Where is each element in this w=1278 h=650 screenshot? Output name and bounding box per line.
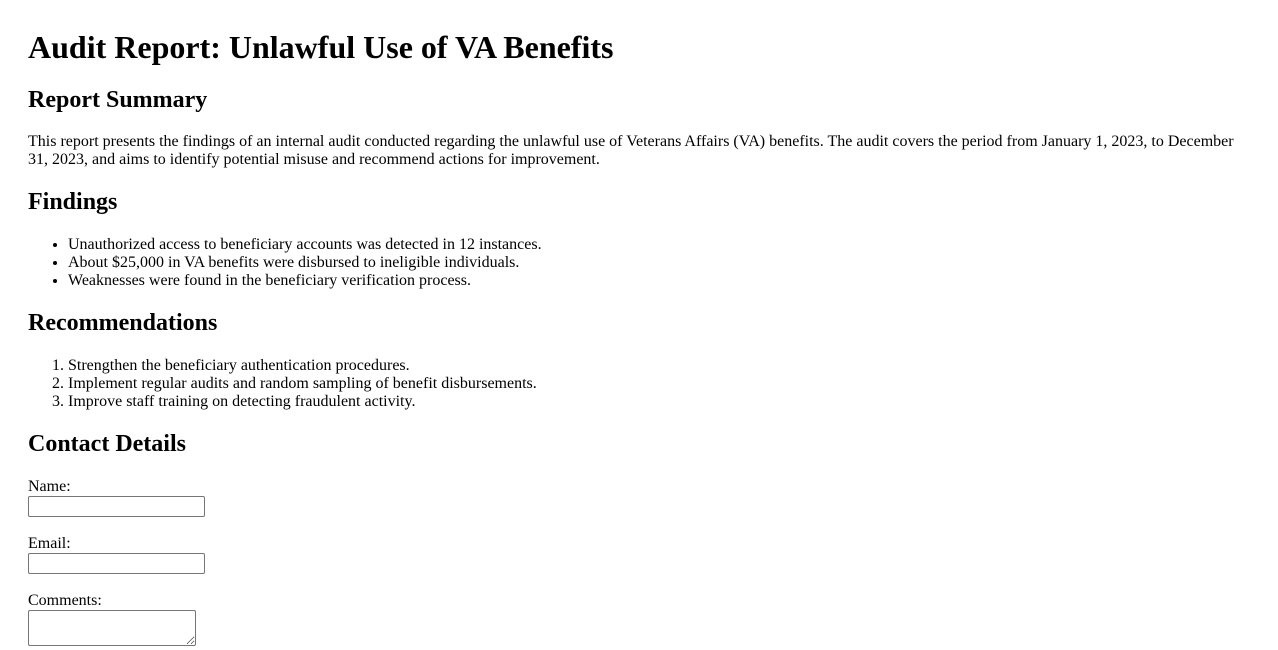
comments-textarea[interactable] — [28, 610, 196, 646]
recommendation-item: 1. Strengthen the beneficiary authentication procedures. — [68, 357, 537, 375]
finding-item: • Unauthorized access to beneficiary accounts was detected in 12 instances. — [68, 236, 542, 254]
comments-label: Comments: — [28, 592, 102, 609]
finding-item: • About $25,000 in VA benefits were disbursed to ineligible individuals. — [68, 254, 542, 272]
page-title: Audit Report: Unlawful Use of VA Benefits — [28, 29, 614, 65]
recommendations-list — [28, 357, 537, 411]
contact-heading: Contact Details — [28, 431, 186, 457]
email-label: Email: — [28, 535, 71, 552]
recommendations-heading: Recommendations — [28, 310, 218, 336]
recommendation-item: 2. Implement regular audits and random sampling of benefit disbursements. — [68, 375, 537, 393]
recommendation-item: 3. Improve staff training on detecting fraudulent activity. — [68, 393, 537, 411]
finding-item: • Weaknesses were found in the beneficiary verification process. — [68, 272, 542, 290]
findings-list — [28, 236, 542, 290]
summary-heading: Report Summary — [28, 87, 208, 113]
findings-heading: Findings — [28, 189, 118, 215]
summary-text: This report presents the findings of an internal audit conducted regarding the unlawful use of Veterans Affairs (VA) benefits. The audit covers the period from January 1, 2023, to December 31, 2023, and aims to identify potential misuse and recommend actions for improvement. — [28, 133, 1234, 168]
email-input[interactable] — [28, 553, 205, 574]
name-label: Name: — [28, 478, 71, 495]
name-input[interactable] — [28, 496, 205, 517]
